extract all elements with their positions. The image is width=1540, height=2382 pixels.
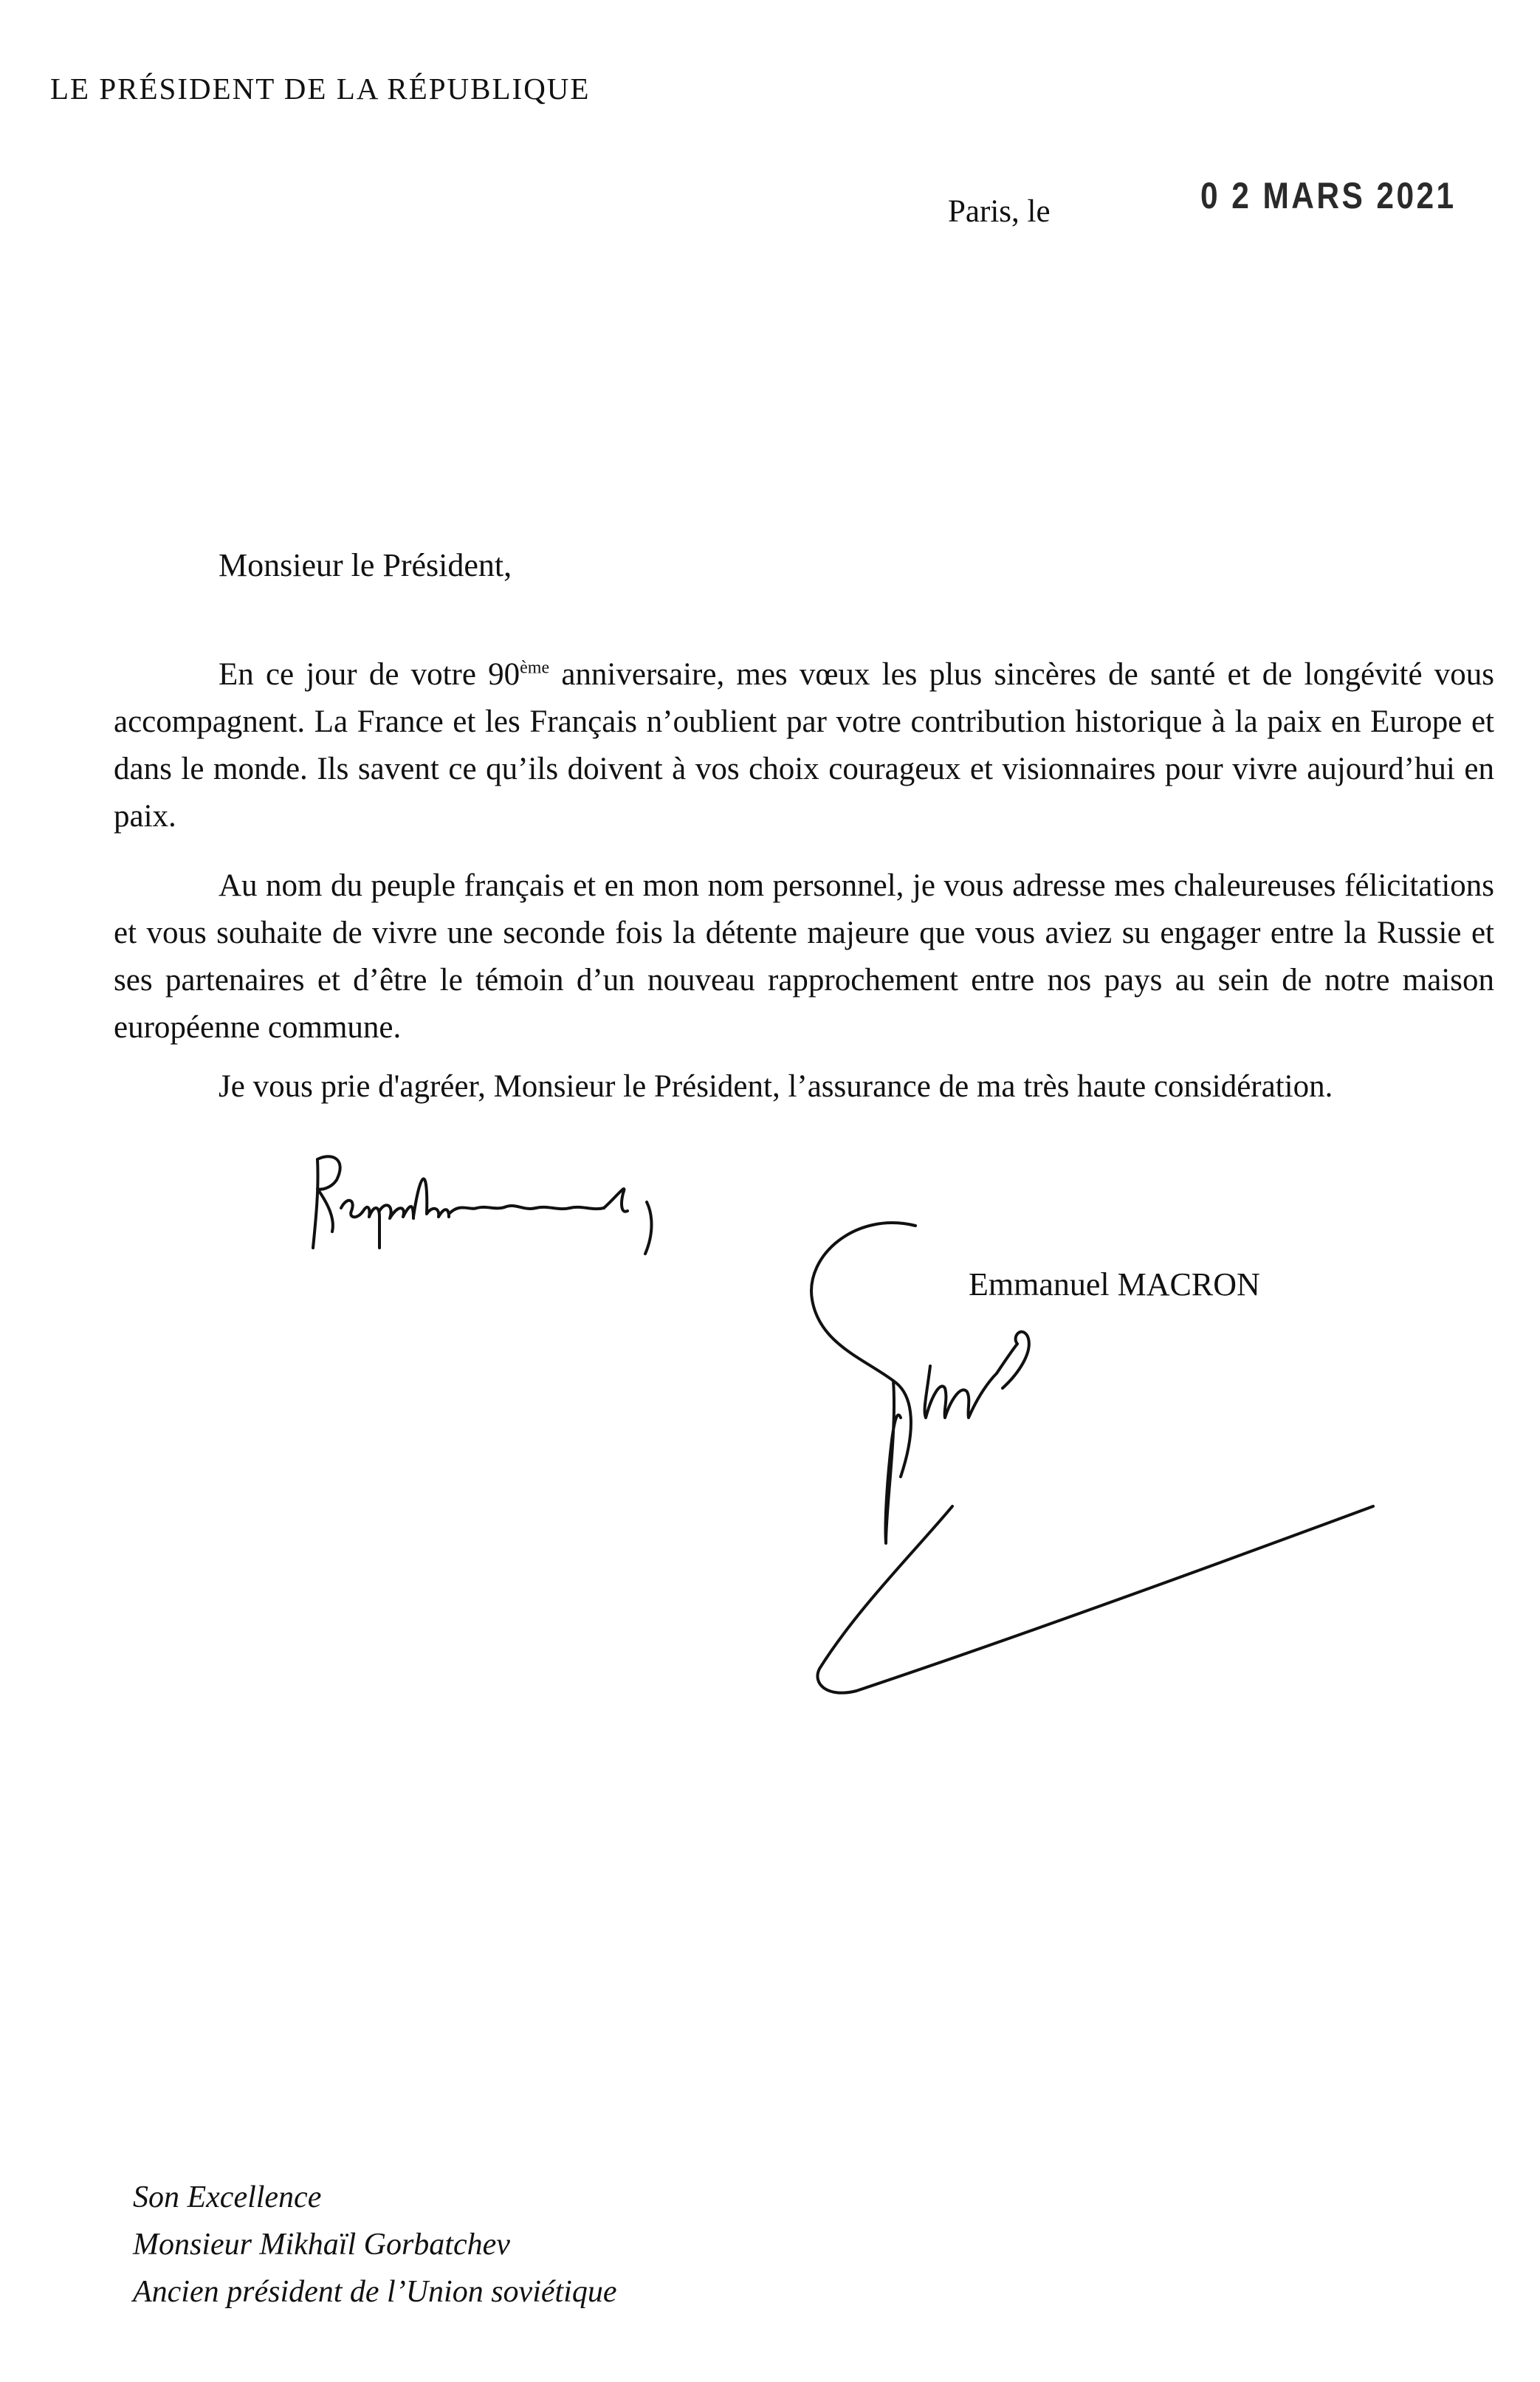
letterhead: LE PRÉSIDENT DE LA RÉPUBLIQUE: [50, 72, 591, 106]
handwritten-note: [303, 1137, 716, 1270]
ordinal-suffix: ème: [520, 658, 550, 678]
closing-formula: [114, 1063, 1494, 1111]
date-place: Paris, le: [948, 194, 1051, 229]
paragraph-1-start: En ce jour de votre 90: [219, 657, 520, 692]
signature: [768, 1196, 1381, 1743]
salutation: Monsieur le Président,: [219, 547, 512, 583]
recipient-block: [133, 2174, 617, 2316]
signer-name: Emmanuel MACRON: [969, 1266, 1260, 1302]
recipient-line-2: Monsieur Mikhaïl Gorbatchev: [133, 2228, 510, 2262]
date-stamp: 0 2 MARS 2021: [1200, 175, 1457, 216]
paragraph-1: [114, 651, 1494, 840]
paragraph-1-rest: anniversaire, mes vœux les plus sincères de santé et de longévité vous accompagnent. La France et les Français n’oublient par votre contribution historique à la paix en Europe et dans le monde. Ils savent ce qu’ils doivent à vos choix courageux et visionnaires pour vivre aujourd’hui en paix.: [114, 657, 1494, 834]
paragraph-2: [114, 862, 1494, 1051]
recipient-line-3: Ancien président de l’Union soviétique: [133, 2275, 617, 2309]
paragraph-2-text: Au nom du peuple français et en mon nom personnel, je vous adresse mes chaleureuses félicitations et vous souhaite de vivre une seconde fois la détente majeure que vous aviez su engager entre la Russie et ses partenaires et d’être le témoin d’un nouveau rapprochement entre nos pays au sein de notre maison européenne commune.: [114, 868, 1494, 1045]
closing-text: Je vous prie d'agréer, Monsieur le Président, l’assurance de ma très haute considération.: [219, 1069, 1333, 1104]
recipient-line-1: Son Excellence: [133, 2180, 322, 2214]
